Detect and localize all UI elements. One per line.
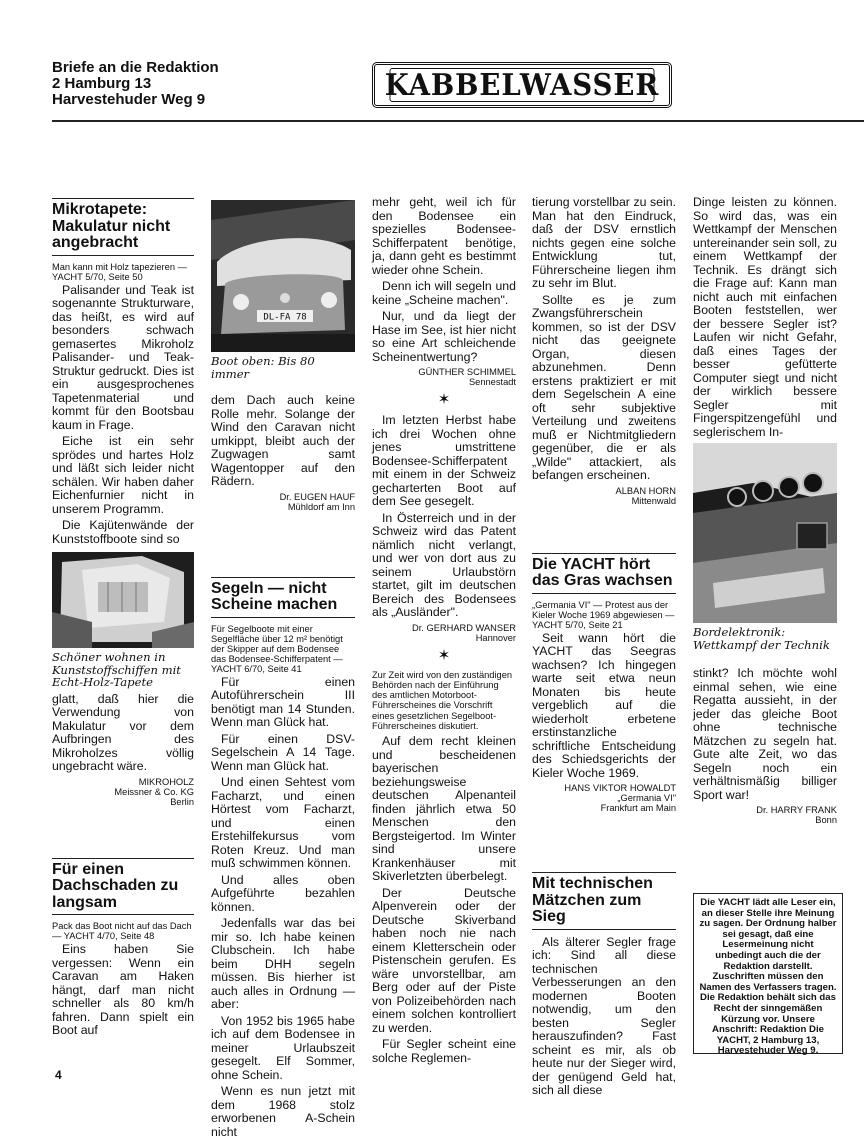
paragraph: Auf dem recht kleinen und bescheidenen bayerischen beziehungsweise deutschen Alpenanteil finden jährlich etwa 50 Menschen den Bergsteigertod. Im Winter sind unsere Krankenhäuser mit Skiverletzten überbelegt.	[372, 734, 516, 884]
signature-line: Dr. HARRY FRANK	[756, 805, 837, 815]
paragraph: tierung vorstellbar zu sein. Man hat den Eindruck, daß der DSV ernstlich nichts gegen eine solche Entwicklung tut, Führerscheine liegen ihm zu sehr im Blut.	[532, 195, 676, 290]
paragraph: Wenn es nun jetzt mit dem 1968 stolz erworbenen A-Schein nicht	[211, 1084, 355, 1139]
photo-caption: Bordelektronik: Wettkampf der Technik	[693, 625, 830, 652]
signature	[532, 783, 676, 813]
column-1	[52, 196, 194, 1041]
license-plate: DL-FA 78	[263, 312, 307, 323]
paragraph: Der Deutsche Alpenverein oder der Deutsche Skiverband haben noch nie nach einem Kletterschein oder Pistenschein gerufen. Es wäre unvorstellbar, am Berg oder auf der Piste von Polizeibehörden nach einem solchen kontrolliert zu werden.	[372, 885, 516, 1035]
signature-line: „Germania VI"	[617, 793, 676, 803]
paragraph: Und alles oben Aufgeführte bezahlen können.	[211, 872, 355, 914]
column-3	[372, 196, 516, 1068]
article-reference: Man kann mit Holz tapezieren — YACHT 5/70, Seite 50	[52, 261, 187, 282]
photo-car-with-boat	[211, 200, 355, 352]
signature-line: Sennestadt	[468, 377, 516, 387]
signature-line: Dr. GERHARD WANSER	[412, 622, 516, 633]
headline: Mit technischen Mätzchen zum Sieg	[532, 872, 676, 930]
photo-boat-electronics	[693, 443, 837, 623]
logo-text: KABBELWASSER	[384, 67, 660, 103]
masthead-line: Briefe an die Redaktion	[52, 59, 219, 76]
spacer	[52, 812, 194, 856]
paragraph: Nur, und da liegt der Hase im See, ist hier nicht so eine Art schleichende Scheinentwertung?	[372, 309, 516, 364]
signature	[372, 623, 516, 643]
kabbelwasser-logo	[372, 62, 672, 108]
signature-line: Mittenwald	[631, 495, 676, 506]
signature-line: Meissner & Co. KG	[114, 786, 194, 797]
paragraph: Für einen DSV-Segelschein A 14 Tage. Wenn man Glück hat.	[211, 731, 355, 773]
signature	[532, 486, 676, 506]
paragraph: Für einen Autoführerschein III benötigt man 14 Stunden. Wenn man Glück hat.	[211, 674, 355, 729]
signature	[693, 805, 837, 825]
signature	[52, 777, 194, 807]
paragraph: dem Dach auch keine Rolle mehr. Solange der Wind den Caravan nicht umkippt, bleibt auch der Zugwagen samt Wagentopper auf den Rädern.	[211, 393, 355, 488]
column-2	[211, 196, 355, 1142]
paragraph: mehr geht, weil ich für den Bodensee ein spezielles Bodensee-Schifferpatent benötige, ja, dann geht es bestimmt wieder ohne Schein.	[372, 195, 516, 277]
signature	[372, 367, 516, 387]
photo-caption: Boot oben: Bis 80 immer	[211, 354, 315, 381]
headline: Für einen Dachschaden zu langsam	[52, 858, 194, 916]
headline: Die YACHT hört das Gras wachsen	[532, 553, 676, 594]
headline: Segeln — nicht Scheine machen	[211, 577, 355, 618]
signature-line: Frankfurt am Main	[600, 803, 676, 813]
signature-line: HANS VIKTOR HOWALDT	[564, 783, 676, 793]
headline: Mikrotapete: Makulatur nicht angebracht	[52, 198, 194, 256]
signature-line: Mühldorf am Inn	[287, 501, 355, 512]
paragraph: Eiche ist ein sehr sprödes und hartes Holz und läßt sich leider nicht schälen. Wir haben daher Eichenfurnier nicht in unserem Programm.	[52, 434, 194, 516]
paragraph: Sollte es je zum Zwangsführerschein kommen, so ist der DSV nicht das geeignete Organ, diesen abzunehmen. Denn erstens praktiziert er mit dem Segelschein A eine oft sehr subjektive Verteilung und zweitens muß er Nichtmitgliedern gegenüber, die er als „Wilde" attackiert, als befangen erscheinen.	[532, 292, 676, 482]
paragraph: Denn ich will segeln und keine „Scheine machen".	[372, 279, 516, 307]
masthead-line: Harvestehuder Weg 9	[52, 91, 206, 108]
photo-caption: Schöner wohnen in Kunststoffschiffen mit Echt-Holz-Tapete	[52, 650, 181, 689]
column-5	[693, 196, 837, 830]
signature-line: Dr. EUGEN HAUF	[279, 491, 355, 502]
paragraph: Im letzten Herbst habe ich drei Wochen ohne jenes umstrittene Bodensee-Schifferpatent mit einem in der Schweiz gecharterten Boot auf dem See gesegelt.	[372, 413, 516, 508]
signature	[211, 492, 355, 512]
paragraph: stinkt? Ich möchte wohl einmal sehen, wie eine Regatta aussieht, in der jeder das gleiche Boot ohne technische Mätzchen zu segeln hat. Gute alte Zeit, wo das Segeln noch ein verhältnismäßig billiger Sport war!	[693, 666, 837, 802]
paragraph: Von 1952 bis 1965 habe ich auf dem Bodensee in meiner Urlaubszeit gesegelt. Elf Sommer, ohne Schein.	[211, 1013, 355, 1082]
separator-star-icon: ✶	[437, 391, 451, 408]
masthead-line: 2 Hamburg 13	[52, 75, 152, 92]
paragraph: Seit wann hört die YACHT das Seegras wachsen? Ich hingegen warte seit etwa neun Monaten bis heute vergeblich auf die wiederholt erbetene erstinstanzliche schriftliche Entscheidung des Schiedsgerichts der Kieler Woche 1969.	[532, 630, 676, 780]
paragraph: Eins haben Sie vergessen: Wenn ein Caravan am Haken hängt, darf man nicht schneller als 80 km/h fahren. Dann spielt ein Boot auf	[52, 942, 194, 1037]
column-4	[532, 196, 676, 1101]
paragraph: glatt, daß hier die Verwendung von Makulatur vor dem Aufbringen des Mikroholzes völlig ungebracht wäre.	[52, 691, 194, 773]
paragraph: Jedenfalls war das bei mir so. Ich habe keinen Clubschein. Ich habe beim DHH segeln müssen. Bis hierher ist auch alles in Ordnung — aber:	[211, 916, 355, 1011]
page-number: 4	[55, 1068, 62, 1082]
article-reference: „Germania VI" — Protest aus der Kieler Woche 1969 abgewiesen — YACHT 5/70, Seite 21	[532, 599, 675, 630]
signature-line: Hannover	[475, 632, 516, 643]
header-rule	[52, 120, 864, 122]
article-reference: Pack das Boot nicht auf das Dach — YACHT 4/70, Seite 48	[52, 921, 192, 941]
paragraph: Palisander und Teak ist sogenannte Strukturware, das heißt, es wird auf besonders schwach gemasertes Mikroholz Palisander- und Teak-Struktur gedruckt. Dies ist ein ausgesprochenes Tapetenmaterial und kommt für den Bootsbau kaum in Frage.	[52, 282, 194, 432]
paragraph: Dinge leisten zu können. So wird das, was ein Wettkampf der Menschen untereinander sein soll, zu einem Wettkampf der Technik. Es drängt sich die Frage auf: Kann man nicht auch mit einfachen Booten feststellen, wer der bessere Segler ist? Laufen wir nicht Gefahr, daß eines Tages der besser gefütterte Computer siegt und nicht der wirklich bessere Segler mit Fingerspitzengefühl und seglerischem In-	[693, 195, 837, 439]
article-reference: Für Segelboote mit einer Segelfläche über 12 m² benötigt der Skipper auf dem Bodensee das Bodensee-Schifferpatent — YACHT 6/70, Seite 41	[211, 623, 343, 674]
signature-line: Bonn	[815, 815, 837, 825]
paragraph: Und einen Sehtest vom Facharzt, und einen Hörtest vom Facharzt, und einen Erstehilfekursus vom Roten Kreuz. Und man muß schwimmen können.	[211, 775, 355, 870]
editorial-note: Zur Zeit wird von den zuständigen Behörden nach der Einführung des amtlichen Motorboot-Führerscheines die Vorschrift eines gesetzlichen Segelboot-Führerscheines diskutiert.	[372, 669, 513, 731]
signature-line: MIKROHOLZ	[138, 776, 194, 787]
signature-line: ALBAN HORN	[615, 485, 676, 496]
paragraph: Die Kajütenwände der Kunststoffboote sind so	[52, 518, 194, 546]
masthead-address	[52, 60, 262, 108]
signature-line: Berlin	[170, 796, 194, 807]
paragraph: Für Segler scheint eine solche Reglemen-	[372, 1037, 516, 1065]
photo-cabin-interior	[52, 552, 194, 648]
separator-star-icon: ✶	[437, 646, 451, 664]
paragraph: Als älterer Segler frage ich: Sind all diese technischen Verbesserungen an den modernen Booten notwendig, um den besten Segler herauszufinden? Fast scheint es mir, als ob heute nur der Sieger wird, der genügend Geld hat, sich all diese	[532, 934, 676, 1097]
signature-line: GÜNTHER SCHIMMEL	[418, 367, 516, 377]
editorial-info-box: Die YACHT lädt alle Leser ein, an dieser Stelle ihre Meinung zu sagen. Der Ordnung halber sei gesagt, daß eine Lesermeinung nicht unbedingt auch die der Redaktion darstellt. Zuschriften müssen den Namen des Verfassers tragen. Die Redaktion behält sich das Recht der sinngemäßen Kürzung vor. Unsere Anschrift: Redaktion Die YACHT, 2 Hamburg 13, Harvestehuder Weg 9.	[693, 893, 843, 1054]
paragraph: In Österreich und in der Schweiz wird das Patent nämlich nicht verlangt, und wer von dort aus zu seinem Urlaubstörn startet, gilt im deutschen Bereich des Bodensees als „Ausländer".	[372, 510, 516, 619]
